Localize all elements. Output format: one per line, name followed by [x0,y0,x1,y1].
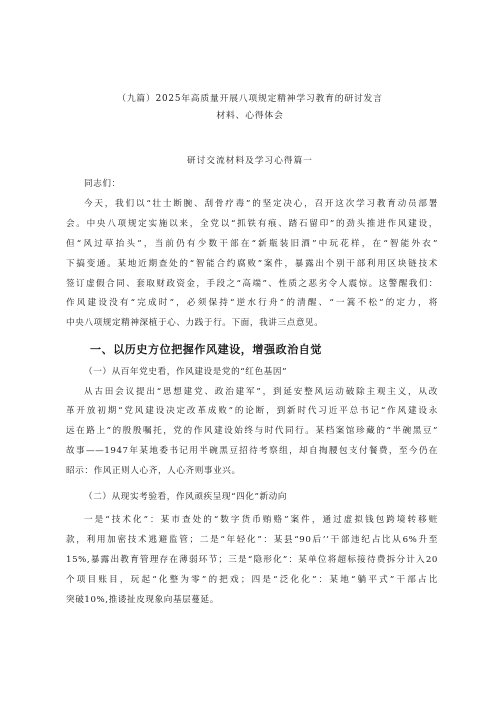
subheading-2: （二）从现实考验看，作风顽疾呈现“四化”新动向 [84,492,288,502]
sub2-line: 个项目账目，玩起“化整为零”的把戏；四是“泛化化”：某地“躺平式”干部占比 [66,575,438,585]
intro-line: 下搞变通。某地近期查处的“智能合约腐败”案件，暴露出个别干部利用区块链技术 [66,259,438,269]
document-title-line-1: （九篇）2025年高质量开展八项规定精神学习教育的研讨发言 [117,94,383,104]
intro-line: 但“风过草抬头”，当前仍有少数干部在“新瓶装旧酒”中玩花样，在“智能外衣” [66,239,438,249]
intro-line: 中央八项规定精神深植于心、力践于行。下面，我讲三点意见。 [66,318,324,328]
heading-1: 一、以历史方位把握作风建设，增强政治自觉 [90,343,322,356]
sub2-line: 款，利用加密技术逃避监管；二是“年轻化”：某县“90后’’干部违纪占比从6%升至 [66,535,438,545]
sub2-line: 一是“技术化”：某市查处的“数字货币贿赂”案件，通过虚拟钱包跨境转移赃 [84,515,438,525]
sub2-line: 15%,暴露出教育管理存在薄弱环节；三是“隐形化”：某单位将超标接待费拆分计入20 [66,555,438,565]
intro-line: 今天，我们以“壮士断腕、刮骨疗毒”的坚定决心，召开这次学习教育动员部署 [84,199,438,209]
intro-line: 签订虚假合同、套取财政资金，手段之“高端”、性质之恶劣令人震惊。这警醒我们： [66,279,438,289]
subheading-1: （一）从百年党史看，作风建设是党的“红色基因” [84,367,288,377]
intro-line: 会。中央八项规定实施以来，全党以“抓铁有痕、踏石留印”的劲头推进作风建设， [66,219,438,229]
sub1-line: 故事——1947年某地委书记用半碗黑豆招待考察组，却自掏腰包支付餐费，至今仍在 [66,446,438,456]
sub2-line: 突破10%,推诿扯皮现象向基层蔓延。 [66,595,219,605]
intro-line: 作风建设没有“完成时”，必须保持“逆水行舟”的清醒、“一篙不松”的定力，将 [66,298,438,308]
section-title: 研讨交流材料及学习心得篇一 [186,156,314,166]
document-title-line-2: 材料、心得体会 [216,111,284,121]
salutation: 同志们： [84,179,121,189]
sub1-line: 从古田会议提出“思想建党、政治建军”，到延安整风运动破除主观主义，从改 [84,387,438,397]
sub1-line: 昭示：作风正则人心齐，人心齐则事业兴。 [66,466,241,476]
sub1-line: 远在路上”的殷殷嘱托，党的作风建设始终与时代同行。某档案馆珍藏的“半碗黑豆” [66,426,438,436]
sub1-line: 革开放初期“党风建设决定改革成败”的论断，到新时代习近平总书记“作风建设永 [66,406,438,416]
